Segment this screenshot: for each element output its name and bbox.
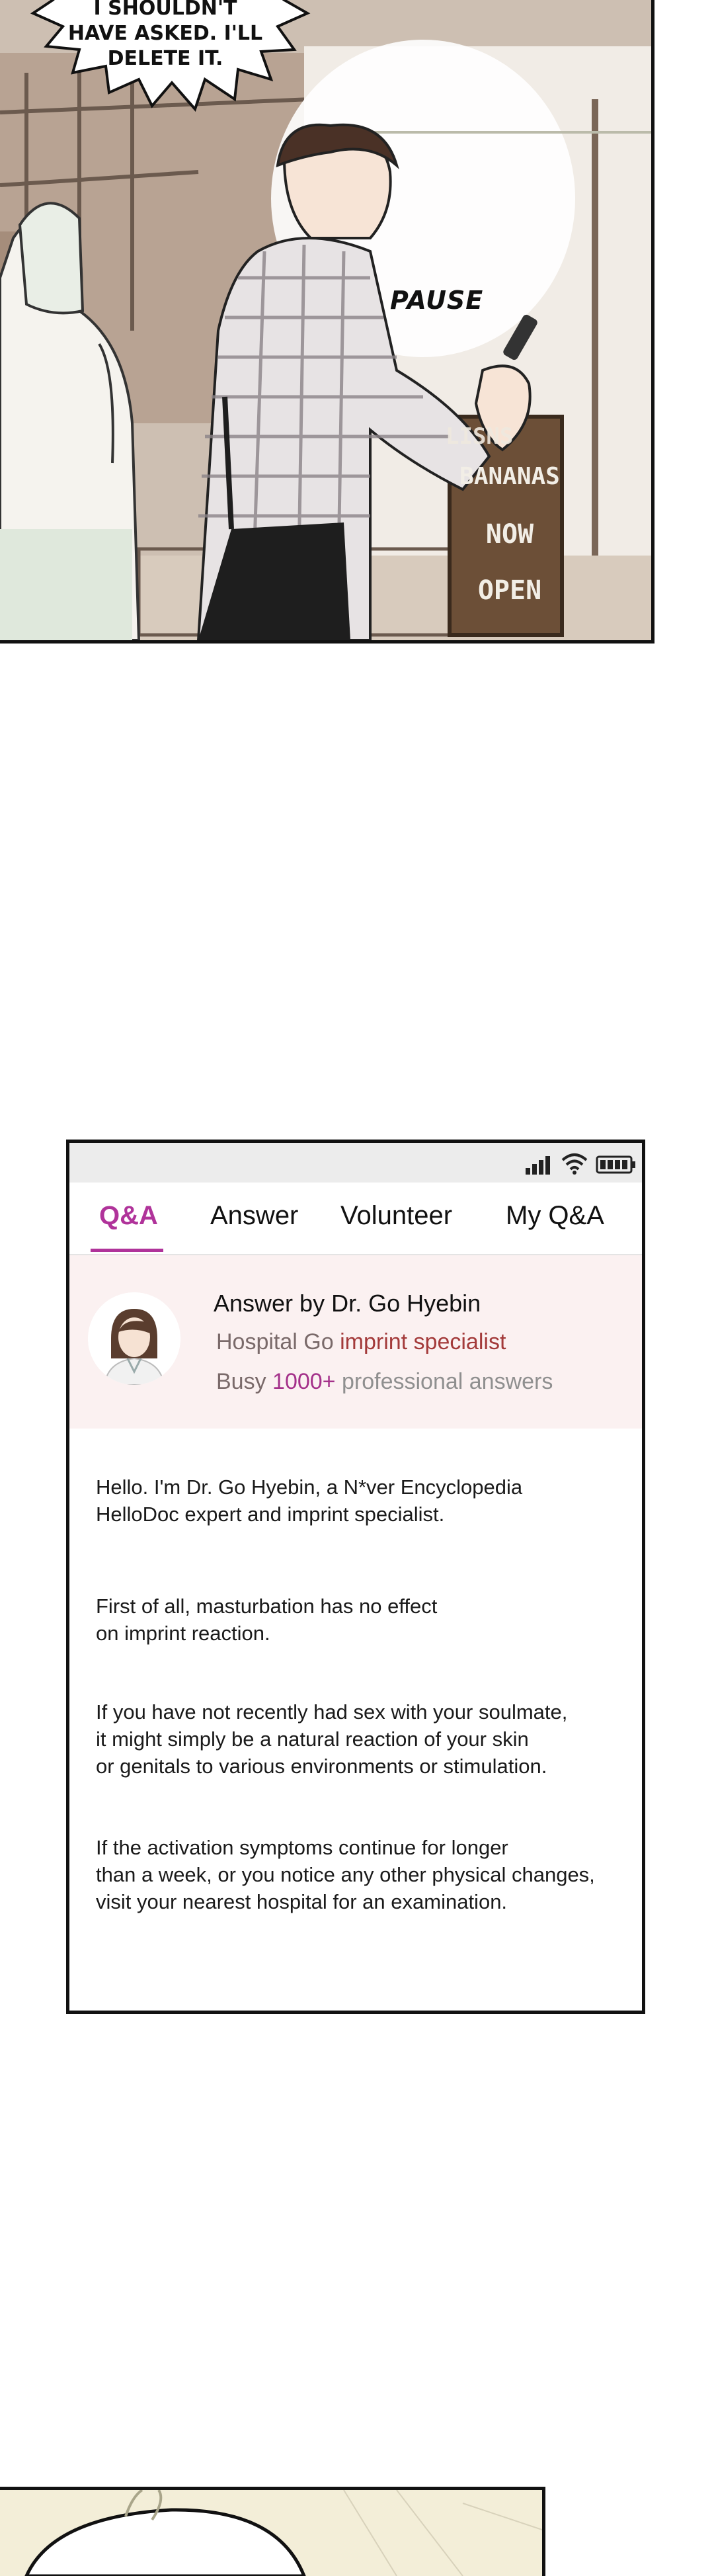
- speech-line: I SHOULDN'T: [93, 0, 237, 20]
- tab-volunteer[interactable]: Volunteer: [340, 1201, 453, 1230]
- answer-count-suffix: professional answers: [342, 1369, 553, 1394]
- comic-panel-top: [0, 0, 654, 644]
- wifi-icon: [560, 1152, 589, 1175]
- sign-line: NOW: [485, 519, 534, 550]
- busy-label: Busy: [216, 1369, 266, 1394]
- hospital-specialty: imprint specialist: [340, 1329, 506, 1354]
- sound-effect-pause: PAUSE: [390, 286, 484, 315]
- tab-my-qa[interactable]: My Q&A: [506, 1201, 604, 1230]
- busy-line: [216, 1369, 553, 1395]
- speech-bubble-text: [56, 0, 274, 71]
- store-sign-partial: LISNS: [446, 423, 514, 450]
- tab-answer[interactable]: Answer: [210, 1201, 299, 1230]
- speech-line: DELETE IT.: [107, 47, 223, 70]
- status-bar: [69, 1143, 642, 1183]
- answer-count: 1000+: [272, 1369, 336, 1394]
- phone-screen: [66, 1140, 645, 2014]
- signal-icon: [524, 1155, 553, 1175]
- avatar[interactable]: [88, 1292, 180, 1385]
- sign-line: BANANAS: [459, 463, 560, 490]
- sign-line: OPEN: [477, 575, 542, 606]
- doctor-profile-card: [69, 1255, 642, 1429]
- answer-paragraph: Hello. I'm Dr. Go Hyebin, a N*ver Encyclopedia HelloDoc expert and imprint specialist.: [96, 1475, 523, 1526]
- speech-line: HAVE ASKED. I'LL: [67, 22, 263, 45]
- answer-by-label: Answer by Dr. Go Hyebin: [214, 1290, 481, 1317]
- answer-paragraph: If you have not recently had sex with your soulmate, it might simply be a natural reaction of your skin or genitals to various environments or stimulation.: [96, 1700, 568, 1778]
- answer-paragraph: If the activation symptoms continue for longer than a week, or you notice any other physical changes, visit your nearest hospital for an examination.: [96, 1836, 595, 1913]
- bottom-illustration: [0, 2490, 542, 2576]
- comic-panel-bottom: [0, 2487, 545, 2576]
- answer-paragraph: First of all, masturbation has no effect on imprint reaction.: [96, 1595, 438, 1645]
- doctor-avatar-icon: [88, 1292, 180, 1385]
- tab-bar: [69, 1183, 642, 1255]
- tab-qa[interactable]: Q&A: [99, 1201, 158, 1230]
- hospital-name: Hospital Go: [216, 1329, 334, 1354]
- active-tab-indicator: [91, 1249, 163, 1252]
- battery-icon: [596, 1155, 637, 1175]
- hospital-line: [216, 1329, 506, 1355]
